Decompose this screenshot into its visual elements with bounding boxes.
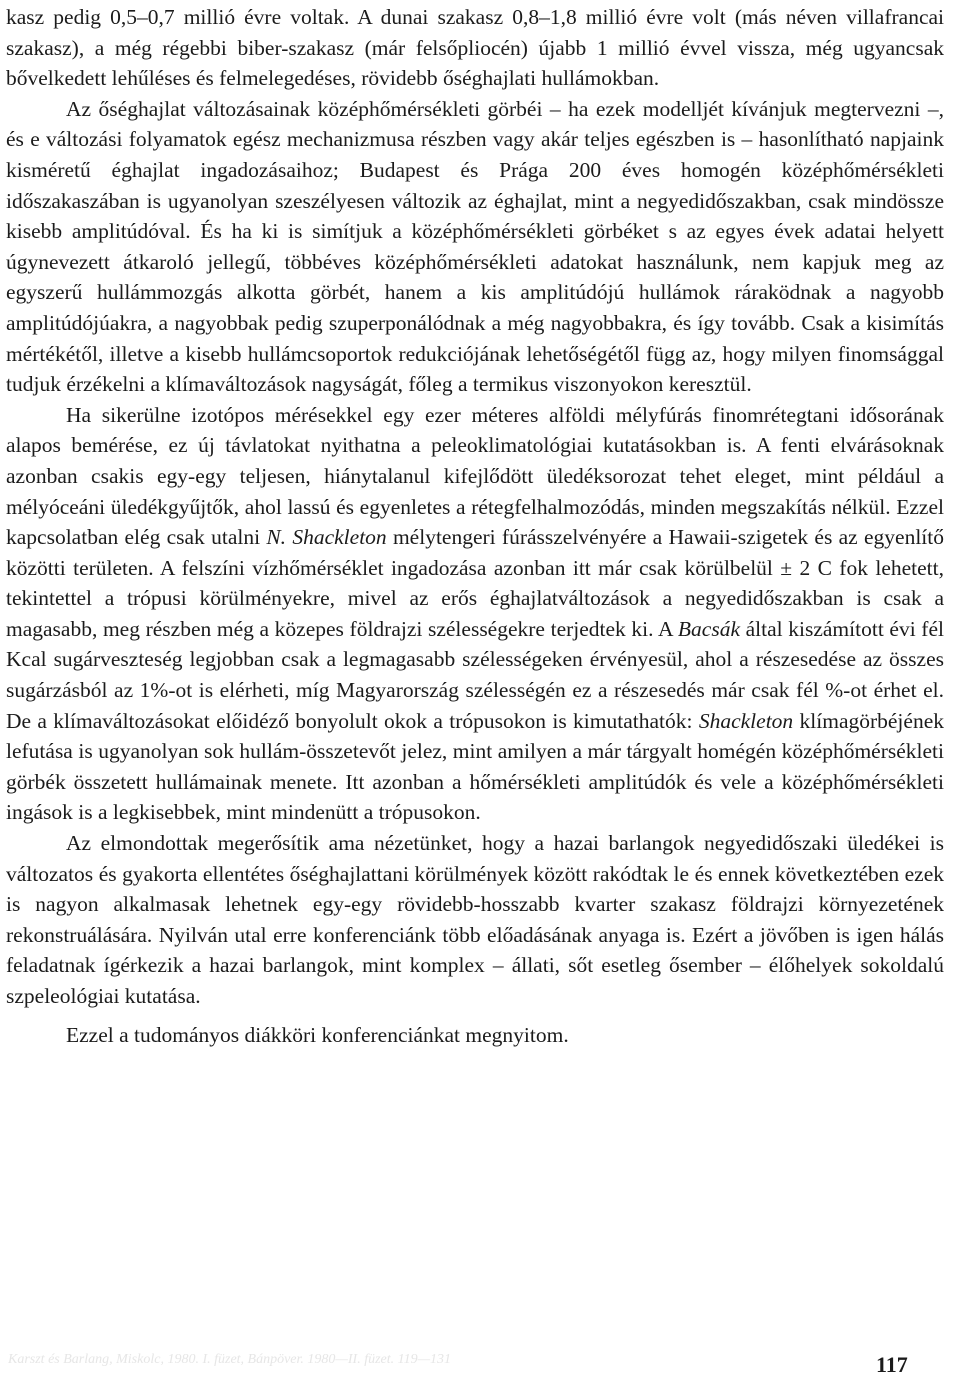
- text-run: Az őséghajlat változásainak középhőmérsékleti görbéi – ha ezek modelljét kívánjuk megtervezni –, és e változási folyamatok egész mechanizmusa részben vagy akár teljes egészben is – hasonlítható napjaink kisméretű éghajlat ingadozásaihoz; Budapest és Prága 200 éves homogén középhőmérsékleti időszakaszában is ugyanolyan szeszélyesen változik az éghajlat, mint a negyedidőszakban, csak mindössze kisebb amplitúdóval. És ha ki is simítjuk a középhőmérsékleti görbéket s az egyes évek adatai helyett úgynevezett átkaroló jellegű, többéves középhőmérsékleti adatokat használunk, nem kapjuk meg az egyszerű hullámmozgás alkotta görbét, hanem a kis amplitúdójú hullámok ráraködnak a nagyobb amplitúdójúakra, a nagyobbak pedig szuperponálódnak a még nagyobbakra, és így tovább. Csak a kisimítás mértékétől, illetve a kisebb hullámcsoportok redukciójának lehetőségétől függ az, hogy milyen finomsággal tudjuk érzékelni a klímaváltozások nagyságát, főleg a termikus viszonyokon keresztül.: [6, 96, 944, 397]
- text-run: Ezzel a tudományos diákköri konferenciánkat megnyitom.: [66, 1022, 569, 1047]
- paragraph-1: [6, 2, 944, 94]
- document-body: [6, 0, 944, 1050]
- text-run: kasz pedig 0,5–0,7 millió évre voltak. A dunai szakasz 0,8–1,8 millió évre volt (más néven villafrancai szakasz), a még régebbi biber-szakasz (már felsőpliocén) újabb 1 millió évvel vissza, még ugyancsak bővelkedett lehűléses és felmelegedéses, rövidebb őséghajlati hullámokban.: [6, 5, 944, 91]
- italic-name: Shackleton: [698, 708, 794, 733]
- paragraph-4: [6, 828, 944, 1012]
- footer-citation: Karszt és Barlang, Miskolc, 1980. I. füzet, Bánpöver. 1980—II. füzet. 119—131: [8, 1352, 452, 1367]
- italic-name: Bacsák: [677, 616, 741, 641]
- text-run: klímagörbéjének lefutása is ugyanolyan sok hullám-összetevőt jelez, mint amilyen a már tárgyalt homégén középhőmérsékleti görbék összetett hullámainak menete. Itt azonban a hőmérsékleti amplitúdók és vele a középhőmérsékleti ingások is a legkisebbek, mint mindenütt a trópusokon.: [6, 708, 944, 825]
- text-run: által kiszámított évi fél Kcal sugárveszteség legjobban csak a legmagasabb szélességeken érvényesül, ahol a részesedése az összes sugárzásból az 1%-ot is elérheti, míg Magyarország szélességén ez a részesedés már csak fél %-ot érhet el. De a klímaváltozásokat előidéző bonyolult okok a trópusokon is kimutathatók:: [6, 616, 944, 733]
- italic-name: N. Shackleton: [266, 525, 387, 550]
- paragraph-3: [6, 400, 944, 828]
- text-run: Ha sikerülne izotópos mérésekkel egy ezer méteres alföldi mélyfúrás finomrétegtani idősorának alapos bemérése, ez új távlatokat nyithatna a peleoklimatológiai kutatásokban is. A fenti elvárásoknak azonban csakis egy-egy teljesen, hiánytalanul kifejlődött üledéksorozat tehet eleget, mint például a mélyóceáni üledékgyűjtők, ahol lassú és egyenletes a rétegfelhalmozódás, minden megszakítás nélkül. Ezzel kapcsolatban elég csak utalni: [6, 402, 944, 550]
- text-run: mélytengeri fúrásszelvényére a Hawaii-szigetek és az egyenlítő közötti területen. A felszíni vízhőmérséklet ingadozása azonban itt már csak körülbelül ± 2 C fok lehetett, tekintettel a trópusi körülményekre, mivel az erős éghajlatváltozások a negyedidőszakban is csak a magasabb, meg részben még a közepes földrajzi szélességekre terjedtek ki. A: [6, 525, 944, 641]
- paragraph-2: [6, 94, 944, 400]
- text-run: Az elmondottak megerősítik ama nézetünket, hogy a hazai barlangok negyedidőszaki üledékei is változatos és gyakorta ellentétes őséghajlattani körülmények között rakódtak le és ennek következtében ezek is nagyon alkalmasak lehetnek egy-egy rövidebb-hosszabb kvarter szakasz földrajzi környezetének rekonstruálására. Nyilván utal erre konferenciánk több előadásának anyaga is. Ezért a jövőben is igen hálás feladatnak ígérkezik a hazai barlangok, mint komplex – állati, sőt esetleg ősember – élőhelyek sokoldalú szpeleológiai kutatása.: [6, 831, 944, 1008]
- page-number: 117: [876, 1352, 908, 1377]
- paragraph-5: [6, 1020, 944, 1051]
